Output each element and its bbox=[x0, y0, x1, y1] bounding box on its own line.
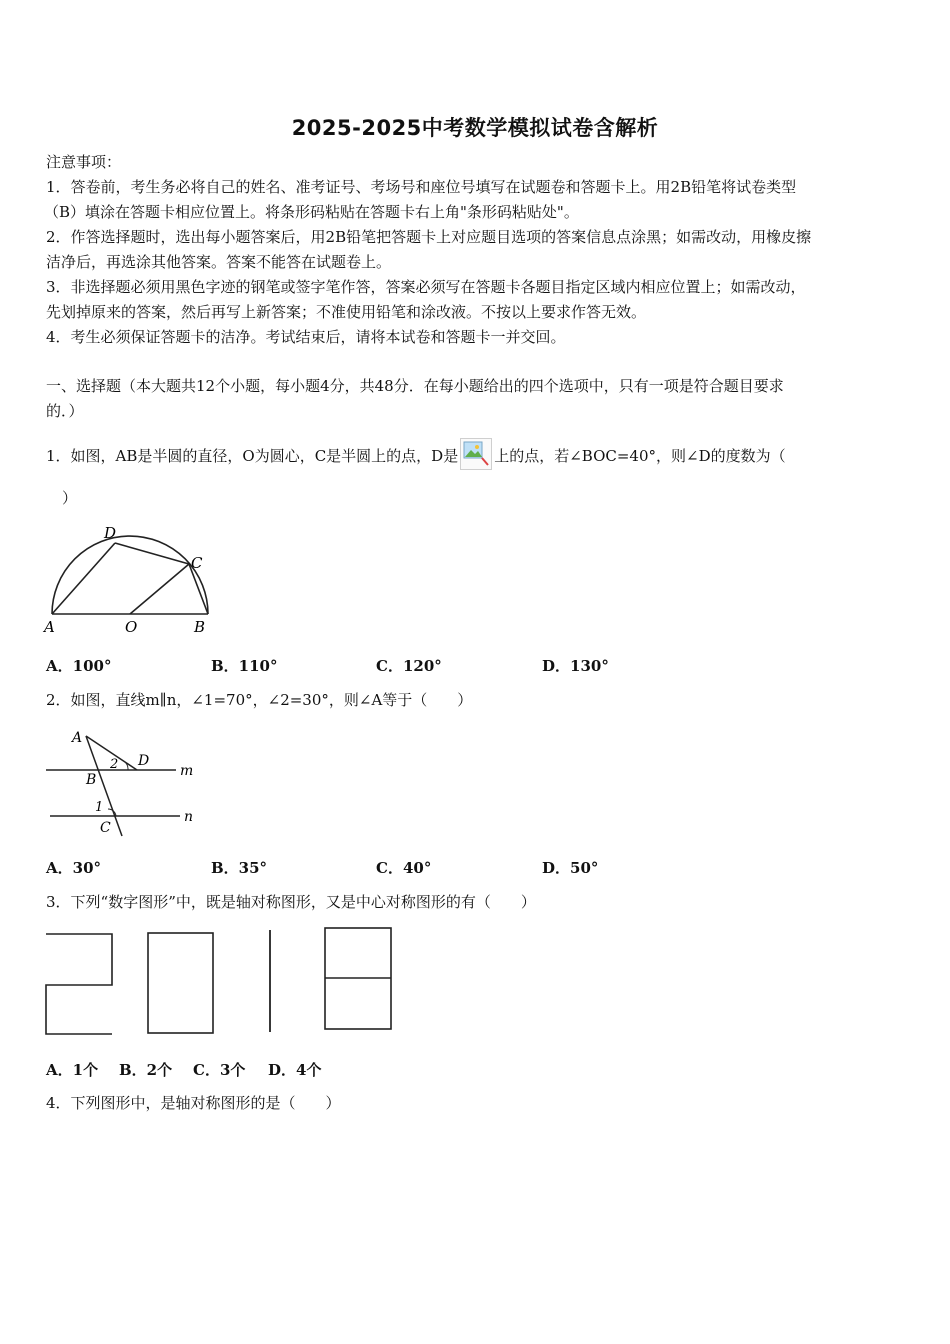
q1-option-a[interactable]: A．100° bbox=[46, 657, 112, 675]
label-1: 1 bbox=[95, 800, 104, 815]
q3-option-c[interactable]: C．3个 bbox=[193, 1061, 246, 1079]
q3-digit-figures bbox=[42, 924, 402, 1042]
q1-stem-part-a: 1．如图，AB是半圆的直径，O为圆心，C是半圆上的点，D是 bbox=[46, 447, 459, 465]
q2-option-b[interactable]: B．35° bbox=[211, 859, 268, 877]
notice-heading: 注意事项： bbox=[46, 153, 122, 171]
chord-DC bbox=[115, 543, 189, 564]
label-2: 2 bbox=[110, 757, 119, 772]
label-D: D bbox=[104, 524, 117, 542]
q1-option-d[interactable]: D．130° bbox=[542, 657, 609, 675]
q1-stem bbox=[46, 438, 916, 470]
label-O: O bbox=[125, 618, 138, 636]
notice-line-2: （B）填涂在答题卡相应位置上。将条形码粘贴在答题卡右上角"条形码粘贴处"。 bbox=[44, 203, 579, 221]
q3-option-b[interactable]: B．2个 bbox=[119, 1061, 173, 1079]
notice-line-7: 4．考生必须保证答题卡的洁净。考试结束后，请将本试卷和答题卡一并交回。 bbox=[46, 328, 566, 346]
notice-line-1: 1．答卷前，考生务必将自己的姓名、准考证号、考场号和座位号填写在试题卷和答题卡上。用2B铅笔将试卷类型 bbox=[46, 178, 797, 196]
q2-stem: 2．如图，直线m∥n，∠1=70°，∠2=30°，则∠A等于（ ） bbox=[46, 691, 473, 709]
notice-line-3: 2．作答选择题时，选出每小题答案后，用2B铅笔把答题卡上对应题目选项的答案信息点涂黑；如需改动，用橡皮擦 bbox=[46, 228, 812, 246]
q3-option-a[interactable]: A．1个 bbox=[46, 1061, 99, 1079]
q3-option-d[interactable]: D．4个 bbox=[268, 1061, 322, 1079]
notice-line-6: 先划掉原来的答案，然后再写上新答案；不准使用铅笔和涂改液。不按以上要求作答无效。 bbox=[46, 303, 647, 321]
broken-image-icon bbox=[460, 438, 492, 470]
label-D: D bbox=[138, 753, 150, 769]
page-title: 2025-2025中考数学模拟试卷含解析 bbox=[291, 116, 659, 140]
q1-stem-part-b: 上的点，若∠BOC=40°，则∠D的度数为（ bbox=[494, 447, 786, 465]
notice-line-4: 洁净后，再选涂其他答案。答案不能答在试题卷上。 bbox=[46, 253, 392, 271]
label-A: A bbox=[44, 618, 55, 636]
label-C: C bbox=[191, 554, 203, 572]
q1-option-c[interactable]: C．120° bbox=[376, 657, 442, 675]
label-B: B bbox=[86, 772, 97, 788]
q2-option-c[interactable]: C．40° bbox=[376, 859, 432, 877]
q2-option-a[interactable]: A．30° bbox=[46, 859, 102, 877]
label-B: B bbox=[194, 618, 206, 636]
q2-parallel-lines-figure bbox=[42, 726, 202, 841]
label-C: C bbox=[100, 820, 111, 836]
label-n: n bbox=[184, 809, 194, 825]
digit-0-shape bbox=[148, 933, 213, 1033]
q4-stem: 4．下列图形中，是轴对称图形的是（ ） bbox=[46, 1094, 341, 1112]
notice-line-5: 3．非选择题必须用黑色字迹的钢笔或签字笔作答，答案必须写在答题卡各题目指定区域内相应位置上；如需改动， bbox=[46, 278, 806, 296]
label-A: A bbox=[72, 730, 83, 746]
q1-stem-close: ） bbox=[62, 489, 78, 507]
label-m: m bbox=[180, 763, 194, 779]
q2-option-d[interactable]: D．50° bbox=[542, 859, 599, 877]
section-heading-line-2: 的．） bbox=[46, 402, 84, 420]
q3-stem: 3．下列“数字图形”中，既是轴对称图形，又是中心对称图形的有（ ） bbox=[46, 893, 536, 911]
q1-semicircle-figure bbox=[42, 522, 217, 637]
digit-2-shape bbox=[46, 934, 112, 1034]
section-heading-line-1: 一、选择题（本大题共12个小题，每小题4分，共48分．在每小题给出的四个选项中，只有一项是符合题目要求 bbox=[46, 377, 784, 395]
q1-option-b[interactable]: B．110° bbox=[211, 657, 278, 675]
radius-OC bbox=[130, 564, 189, 614]
